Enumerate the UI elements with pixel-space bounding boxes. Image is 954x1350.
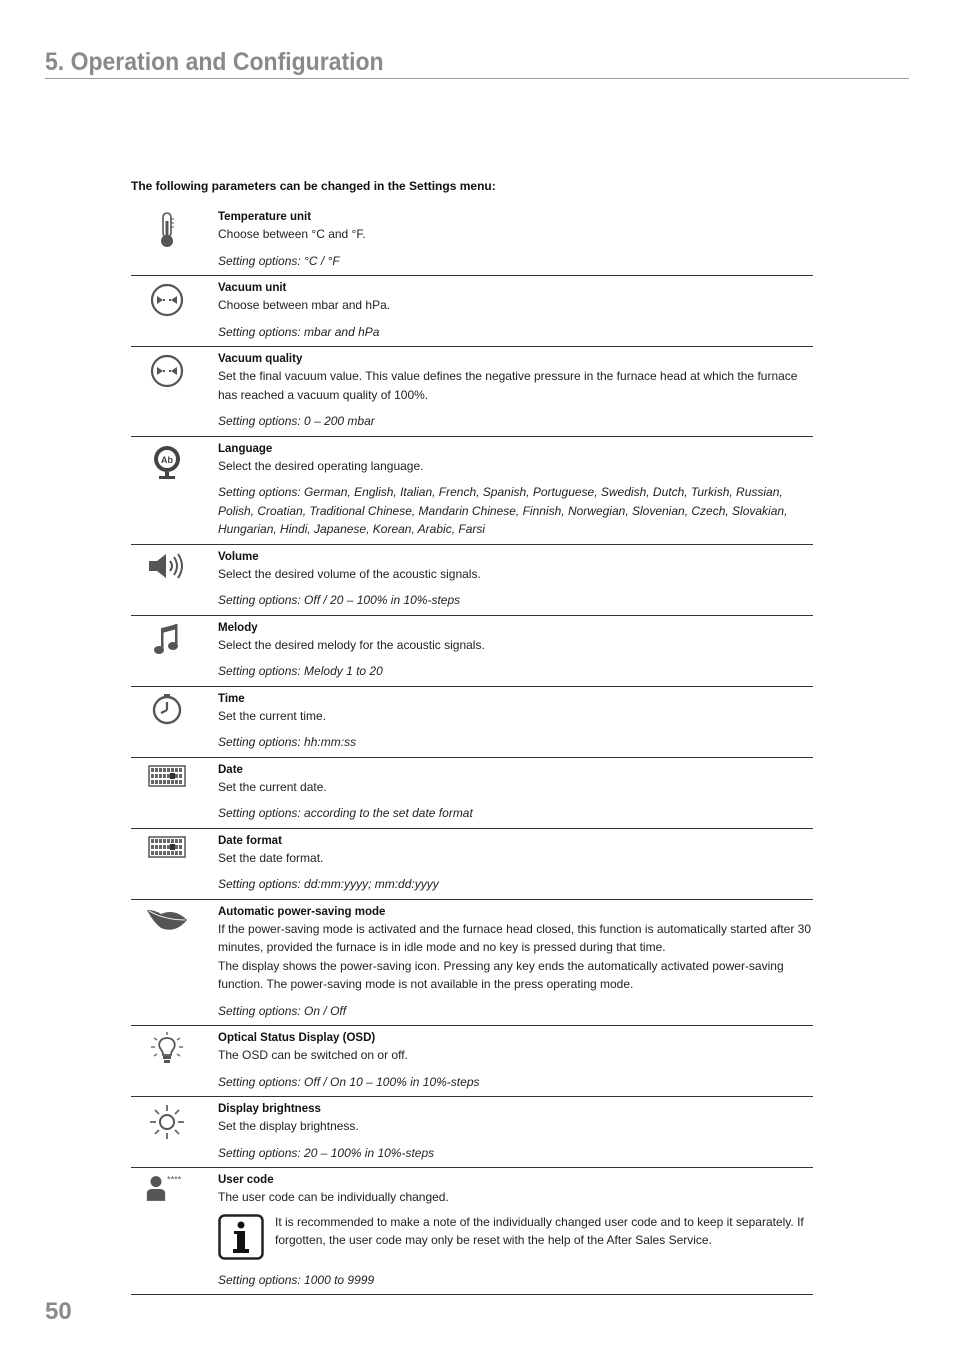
info-note: [218, 1213, 813, 1263]
leaf-icon: [145, 906, 189, 946]
setting-description: The user code can be individually changed.: [218, 1190, 449, 1204]
header-divider: [45, 78, 909, 79]
setting-row: [131, 1097, 813, 1168]
setting-options: Setting options: On / Off: [218, 1003, 347, 1018]
setting-row: [131, 276, 813, 347]
setting-options: Setting options: Off / On 10 – 100% in 10%-steps: [218, 1074, 480, 1089]
setting-row: [131, 829, 813, 900]
setting-description: The display shows the power-saving icon. Pressing any key ends the automatically activated power-saving function. The power-saving mode is not available in the press operating mode.: [218, 958, 784, 991]
setting-name: Display brightness: [218, 1103, 321, 1115]
setting-name: User code: [218, 1174, 274, 1186]
setting-description: If the power-saving mode is activated and the furnace head closed, this function is automatically started after 30 minutes, provided the furnace is in idle mode and no key is pressed during that time.: [218, 921, 811, 954]
calendar-icon: [145, 835, 189, 875]
setting-description: Choose between mbar and hPa.: [218, 298, 391, 312]
clock-icon: [145, 693, 189, 733]
setting-options: Setting options: °C / °F: [218, 253, 340, 268]
setting-description: Set the current time.: [218, 708, 327, 723]
svg-text:****: ****: [167, 1174, 182, 1185]
setting-options: Setting options: mbar and hPa: [218, 324, 380, 339]
setting-row: [131, 347, 813, 437]
setting-options: Setting options: Melody 1 to 20: [218, 664, 383, 678]
setting-options: Setting options: according to the set date format: [218, 806, 473, 820]
setting-row: [131, 758, 813, 829]
info-note-text: It is recommended to make a note of the individually changed user code and to keep it separately. If forgotten, the user code may only be reset with the help of the After Sales Service.: [275, 1214, 804, 1247]
setting-description: Select the desired melody for the acoustic signals.: [218, 637, 485, 652]
setting-description: Set the display brightness.: [218, 1119, 359, 1133]
setting-row: [131, 205, 813, 276]
setting-description: The OSD can be switched on or off.: [218, 1048, 408, 1062]
setting-options: Setting options: German, English, Italian, French, Spanish, Portuguese, Swedish, Dutch, Turkish, Russian, Polish, Croatian, Traditional Chinese, Mandarin Chinese, Finnish, Norwegian, Slovenian, Czech, Slovakian, Hungarian, Hindi, Japanese, Korean, Arabic, Farsi: [218, 485, 788, 536]
setting-description: Select the desired operating language.: [218, 458, 424, 473]
globe-language-icon: [145, 443, 189, 483]
setting-row: [131, 545, 813, 616]
sun-brightness-icon: [145, 1103, 189, 1143]
user-code-icon: [145, 1174, 189, 1214]
setting-options: Setting options: 1000 to 9999: [218, 1272, 375, 1287]
setting-row: [131, 1168, 813, 1295]
setting-name: Date: [218, 763, 243, 776]
setting-row: [131, 437, 813, 545]
setting-description: Set the current date.: [218, 779, 327, 794]
setting-row: [131, 687, 813, 758]
setting-options: Setting options: 0 – 200 mbar: [218, 414, 375, 428]
setting-description: Set the date format.: [218, 850, 324, 865]
setting-name: Volume: [218, 550, 259, 563]
music-note-icon: [145, 622, 189, 662]
calendar-icon: [145, 764, 189, 804]
thermometer-icon: [145, 211, 189, 251]
setting-description: Select the desired volume of the acoustic signals.: [218, 566, 481, 581]
intro-text: The following parameters can be changed in the Settings menu:: [131, 179, 496, 193]
setting-name: Automatic power-saving mode: [218, 905, 386, 918]
setting-name: Temperature unit: [218, 211, 312, 223]
setting-row: [131, 616, 813, 687]
page-number: 50: [45, 1298, 72, 1325]
setting-name: Date format: [218, 834, 282, 847]
setting-options: Setting options: 20 – 100% in 10%-steps: [218, 1145, 435, 1160]
setting-description: Choose between °C and °F.: [218, 227, 366, 241]
setting-name: Optical Status Display (OSD): [218, 1032, 376, 1044]
info-icon: [218, 1214, 264, 1266]
setting-name: Time: [218, 692, 245, 705]
setting-options: Setting options: Off / 20 – 100% in 10%-steps: [218, 593, 461, 607]
setting-name: Vacuum unit: [218, 282, 287, 294]
setting-options: Setting options: hh:mm:ss: [218, 735, 357, 749]
setting-name: Vacuum quality: [218, 353, 303, 365]
svg-text:Ab: Ab: [161, 454, 173, 465]
setting-row: [131, 1026, 813, 1097]
vacuum-icon: [145, 353, 189, 393]
light-bulb-icon: [145, 1032, 189, 1072]
setting-options: Setting options: dd:mm:yyyy; mm:dd:yyyy: [218, 877, 439, 891]
setting-row: [131, 900, 813, 1027]
vacuum-icon: [145, 282, 189, 322]
setting-name: Language: [218, 442, 273, 455]
setting-name: Melody: [218, 621, 258, 634]
setting-description: Set the final vacuum value. This value defines the negative pressure in the furnace head at which the furnace has reached a vacuum quality of 100%.: [218, 369, 798, 402]
page-title: 5. Operation and Configuration: [45, 48, 384, 76]
settings-table: [131, 205, 813, 1295]
speaker-icon: [145, 551, 189, 591]
